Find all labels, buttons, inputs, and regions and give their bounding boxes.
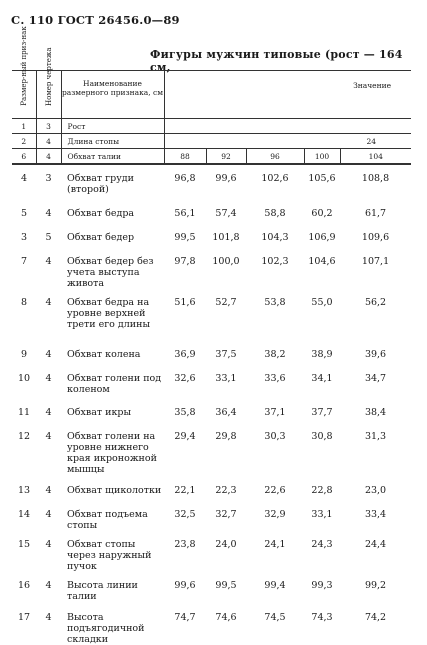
feature-number: 7	[20, 256, 28, 267]
table-row	[12, 365, 411, 399]
feature-name: Обхват подъема стопы	[67, 509, 148, 531]
value-cell: 38,2	[264, 349, 286, 360]
feature-name: Обхват бедер	[67, 232, 135, 243]
value-cell: 74,2	[364, 612, 387, 623]
feature-number: 4	[20, 173, 28, 184]
value-cell: 101,8	[212, 232, 240, 243]
drawing-number: 4	[45, 208, 52, 219]
value-cell: 57,4	[215, 208, 237, 219]
value-cell: 37,1	[264, 407, 286, 418]
value-cell: 108,8	[361, 173, 390, 184]
value-cell: 22,6	[264, 485, 286, 496]
value-cell: 35,8	[174, 407, 196, 418]
drawing-number: 3	[45, 173, 52, 184]
value-cell: 33,1	[215, 373, 237, 384]
value-cell: 24,0	[215, 539, 237, 550]
value-cell: 39,6	[364, 349, 387, 360]
value-cell: 38,9	[311, 349, 333, 360]
value-cell: 104,3	[261, 232, 289, 243]
value-cell: 32,5	[174, 509, 196, 520]
feature-name: Обхват колена	[67, 349, 141, 360]
table-row	[12, 248, 411, 289]
value-cell: 99,3	[311, 580, 333, 591]
table-row	[12, 531, 411, 572]
value-cell: 104,6	[308, 256, 336, 267]
feature-name: Обхват груди (второй)	[67, 173, 134, 195]
value-cell: 58,8	[264, 208, 286, 219]
value-cell: 99,6	[174, 580, 196, 591]
value-cell: 100,0	[212, 256, 240, 267]
value-cell: 24,3	[311, 539, 333, 550]
table-row	[12, 289, 411, 341]
value-cell: 74,6	[215, 612, 237, 623]
header-feature-name: Наименование размерного признака, см	[61, 71, 164, 119]
drawing-number: 4	[45, 485, 52, 496]
table-row	[12, 423, 411, 477]
value-cell: 32,9	[264, 509, 286, 520]
drawing-number: 4	[45, 431, 52, 442]
value-cell: 74,3	[311, 612, 333, 623]
feature-number: 5	[20, 208, 28, 219]
value-cell: 34,7	[364, 373, 387, 384]
value-cell: 30,3	[264, 431, 286, 442]
value-cell: 96,8	[174, 173, 196, 184]
feature-number: 17	[17, 612, 31, 623]
value-cell: 36,9	[174, 349, 196, 360]
table-body	[12, 164, 411, 645]
value-cell: 37,5	[215, 349, 237, 360]
value-cell: 34,1	[311, 373, 333, 384]
table-row	[12, 164, 411, 200]
value-cell: 29,8	[215, 431, 237, 442]
value-cell: 74,7	[174, 612, 196, 623]
value-cell: 22,8	[311, 485, 333, 496]
table-header-row	[12, 71, 411, 119]
value-cell: 106,9	[308, 232, 336, 243]
value-cell: 24,1	[264, 539, 286, 550]
feature-number: 12	[17, 431, 31, 442]
drawing-number: 4	[45, 580, 52, 591]
feature-name: Обхват щиколотки	[67, 485, 162, 496]
table-row-height: 1 3 Рост	[12, 119, 411, 134]
drawing-number: 4	[45, 612, 52, 623]
value-cell: 99,6	[215, 173, 237, 184]
table-row	[12, 341, 411, 365]
table-row	[12, 200, 411, 224]
value-cell: 99,5	[215, 580, 237, 591]
feature-name: Обхват бедра	[67, 208, 135, 219]
table-row	[12, 572, 411, 604]
feature-name: Обхват бедер без учета выступа живота	[67, 256, 154, 289]
feature-name: Обхват голени под коленом	[67, 373, 162, 395]
value-cell: 105,6	[308, 173, 336, 184]
header-drawing-number: Номер чертежа	[36, 71, 61, 119]
value-cell: 109,6	[361, 232, 390, 243]
table-row	[12, 399, 411, 423]
value-cell: 32,6	[174, 373, 196, 384]
value-cell: 51,6	[174, 297, 196, 308]
value-cell: 56,1	[174, 208, 196, 219]
drawing-number: 4	[45, 297, 52, 308]
feature-name: Обхват голени на уровне нижнего края икроножной мышцы	[67, 431, 157, 475]
value-cell: 23,8	[174, 539, 196, 550]
feature-name: Высота линии талии	[67, 580, 138, 602]
feature-number: 13	[17, 485, 31, 496]
value-cell: 107,1	[361, 256, 390, 267]
value-cell: 52,7	[215, 297, 237, 308]
value-cell: 32,7	[215, 509, 237, 520]
value-cell: 33,1	[311, 509, 333, 520]
table-row	[12, 501, 411, 531]
value-cell: 24,4	[364, 539, 387, 550]
value-cell: 74,5	[264, 612, 286, 623]
drawing-number: 4	[45, 349, 52, 360]
value-cell: 23,0	[364, 485, 387, 496]
header-feature-number: Размер-ный приз-нак	[12, 71, 36, 119]
value-cell: 99,2	[364, 580, 387, 591]
header-values: Значение	[164, 71, 411, 119]
value-cell: 55,0	[311, 297, 333, 308]
feature-number: 10	[17, 373, 31, 384]
drawing-number: 4	[45, 373, 52, 384]
feature-number: 16	[17, 580, 31, 591]
feature-name: Высота подъягодичной складки	[67, 612, 145, 645]
table-row-waist-girth: 6 4 Обхват талии 88 92 96 100 104	[12, 149, 411, 165]
page-reference: С. 110 ГОСТ 26456.0—89	[11, 13, 180, 27]
table-row-foot-length: 2 4 Длина стопы 24	[12, 134, 411, 149]
feature-name: Обхват бедра на уровне верхней трети его длины	[67, 297, 151, 330]
value-cell: 38,4	[364, 407, 387, 418]
table-row	[12, 224, 411, 248]
table-row	[12, 477, 411, 501]
drawing-number: 4	[45, 509, 52, 520]
value-cell: 22,3	[215, 485, 237, 496]
feature-number: 9	[20, 349, 28, 360]
feature-number: 15	[17, 539, 31, 550]
drawing-number: 4	[45, 256, 52, 267]
value-cell: 37,7	[311, 407, 333, 418]
value-cell: 56,2	[364, 297, 387, 308]
feature-number: 11	[17, 407, 31, 418]
value-cell: 61,7	[364, 208, 387, 219]
value-cell: 99,4	[264, 580, 286, 591]
value-cell: 36,4	[215, 407, 237, 418]
value-cell: 102,3	[261, 256, 289, 267]
value-cell: 60,2	[311, 208, 333, 219]
drawing-number: 5	[45, 232, 52, 243]
value-cell: 102,6	[261, 173, 289, 184]
feature-name: Обхват стопы через наружный пучок	[67, 539, 152, 572]
table-title: Фигуры мужчин типовые (рост — 164 см,	[150, 48, 403, 74]
feature-name: Обхват икры	[67, 407, 132, 418]
value-cell: 97,8	[174, 256, 196, 267]
value-cell: 33,4	[364, 509, 387, 520]
value-cell: 53,8	[264, 297, 286, 308]
value-cell: 31,3	[364, 431, 387, 442]
value-cell: 22,1	[174, 485, 196, 496]
value-cell: 29,4	[174, 431, 196, 442]
feature-number: 8	[20, 297, 28, 308]
feature-number: 3	[20, 232, 28, 243]
value-cell: 33,6	[264, 373, 286, 384]
table-row	[12, 604, 411, 645]
feature-number: 14	[17, 509, 31, 520]
value-cell: 30,8	[311, 431, 333, 442]
drawing-number: 4	[45, 407, 52, 418]
drawing-number: 4	[45, 539, 52, 550]
value-cell: 99,5	[174, 232, 196, 243]
